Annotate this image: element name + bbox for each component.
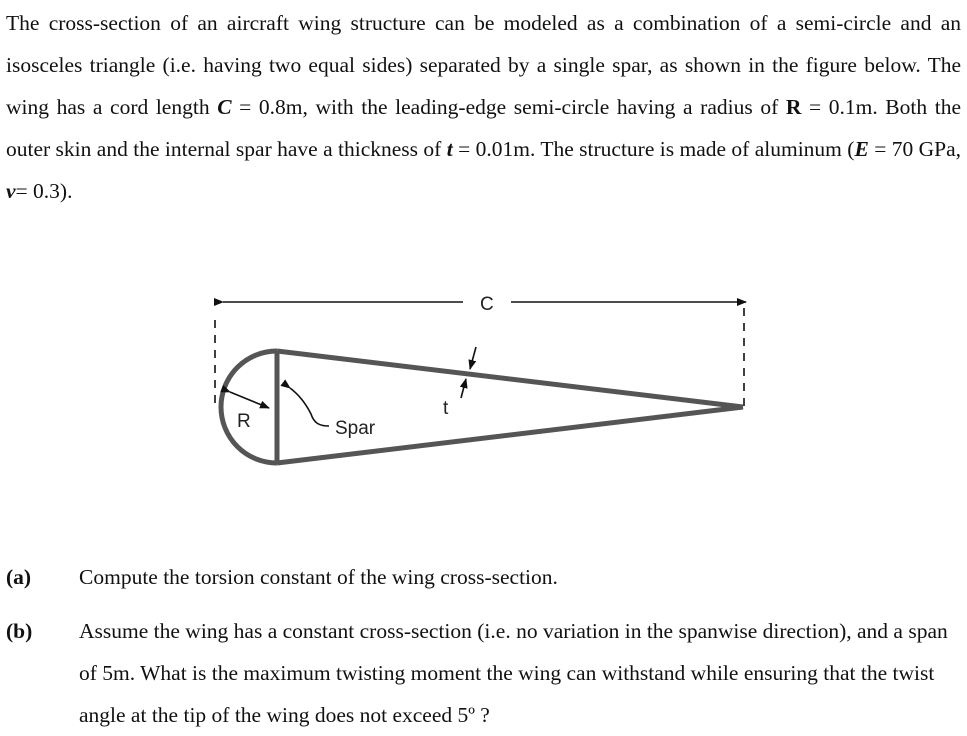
intro-text-6: = 0.3). xyxy=(15,179,73,203)
symbol-t: t xyxy=(446,137,453,161)
question-b xyxy=(6,610,961,736)
spar-leader xyxy=(290,388,329,426)
spar-label: Spar xyxy=(335,418,376,439)
question-a xyxy=(6,556,961,598)
question-b-text: Assume the wing has a constant cross-section (i.e. no variation in the spanwise direction), and a span of 5m. What is the maximum twisting moment the wing can withstand while ensuring that the twist angle at the tip of the wing does not exceed 5º ? xyxy=(79,619,948,727)
radius-arrow xyxy=(230,392,269,408)
thickness-label: t xyxy=(443,398,449,419)
question-a-label: (a) xyxy=(6,565,32,589)
thickness-arrow-bottom xyxy=(461,379,466,398)
intro-text-1: The cross-section of an aircraft wing structure can be modeled as a combination of a semi-circle and an isosceles triangle (i.e. having two equal sides) separated by a single spar, as shown in the figure below. The wing has a cord length xyxy=(6,11,961,119)
thickness-arrow-top xyxy=(470,347,476,369)
radius-label: R xyxy=(237,411,251,432)
problem-statement xyxy=(6,2,961,212)
wing-cross-section-figure xyxy=(195,280,765,480)
intro-text-2: = 0.8m, with the leading-edge semi-circle having a radius of xyxy=(231,95,786,119)
question-b-label: (b) xyxy=(6,619,33,643)
question-a-text: Compute the torsion constant of the wing cross-section. xyxy=(79,565,558,589)
chord-label: C xyxy=(480,294,494,315)
intro-text-5: = 70 GPa, xyxy=(868,137,961,161)
symbol-r: R xyxy=(785,95,802,119)
intro-text-4: = 0.01m. The structure is made of aluminum ( xyxy=(452,137,855,161)
symbol-c: C xyxy=(217,95,232,119)
intro-text-3: = 0.1m. Both the outer skin and the internal spar have a thickness of xyxy=(6,95,961,161)
upper-skin xyxy=(277,351,743,407)
symbol-e: E xyxy=(854,137,869,161)
symbol-nu: ν xyxy=(6,179,16,203)
